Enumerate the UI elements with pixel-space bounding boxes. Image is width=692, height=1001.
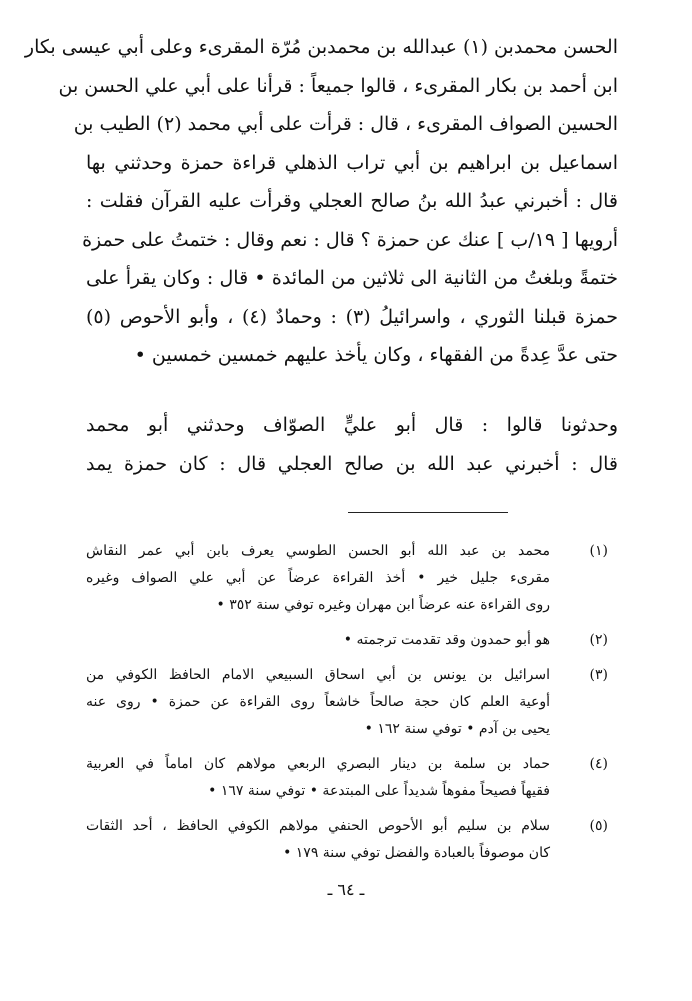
footnote-line: كان موصوفاً بالعبادة والفضل توفي سنة ١٧٩ • xyxy=(283,845,550,861)
text-line: اسماعيل بن ابراهيم بن أبي تراب الذهلي قراءة حمزة وحدثني بها xyxy=(86,151,618,174)
footnote-number: (٤) xyxy=(589,756,608,772)
footnote-number: (٢) xyxy=(589,632,608,648)
page-number: ـ ٦٤ ـ xyxy=(327,880,365,899)
footnote-line: أوعية العلم كان حجة صالحاً خاشعاً روى القراءة عن حمزة • روى عنه xyxy=(86,694,550,710)
text-line: قال : أخبرني عبد الله بن صالح العجلي قال : كان حمزة يمد xyxy=(86,452,618,475)
second-paragraph xyxy=(86,406,618,483)
text-line: حتى عدَّ عِدةً من الفقهاء ، وكان يأخذ عليهم خمسين خمسين • xyxy=(134,344,618,366)
text-line: ختمةً وبلغتُ من الثانية الى ثلاثين من المائدة • قال : وكان يقرأ على xyxy=(86,267,618,289)
footnote-divider xyxy=(348,512,508,513)
text-line: ابن أحمد بن بكار المقرىء ، قالوا جميعاً : قرأنا على أبي علي الحسن بن xyxy=(58,74,618,97)
footnotes xyxy=(86,538,608,875)
footnote-line: حماد بن سلمة بن دينار البصري الربعي مولاهم كان اماماً في العربية xyxy=(86,756,550,772)
footnote-4 xyxy=(86,751,608,805)
footnote-number: (٣) xyxy=(589,667,608,683)
footnote-line: محمد بن عبد الله أبو الحسن الطوسي يعرف بابن أبي عمر النقاش xyxy=(86,543,550,559)
footnote-line: سلام بن سليم أبو الأحوص الحنفي مولاهم الكوفي الحافظ ، أحد الثقات xyxy=(86,818,550,834)
text-line: وحدثونا قالوا : قال أبو عليٍّ الصوّاف وحدثني أبو محمد xyxy=(86,414,618,436)
footnote-line: يحيى بن آدم • توفي سنة ١٦٢ • xyxy=(364,721,550,737)
footnote-2 xyxy=(86,627,608,654)
footnote-number: (١) xyxy=(589,543,608,559)
footnote-5 xyxy=(86,813,608,867)
footnote-line: اسرائيل بن يونس بن أبي اسحاق السبيعي الامام الحافظ الكوفي من xyxy=(86,667,550,683)
footnote-3 xyxy=(86,662,608,743)
text-line: أرويها [ ١٩/ب ] عنك عن حمزة ؟ قال : نعم وقال : ختمتُ على حمزة xyxy=(82,228,618,251)
footnote-line: هو أبو حمدون وقد تقدمت ترجمته • xyxy=(343,632,550,648)
footnote-line: مقرىء جليل خير • أخذ القراءة عرضاً عن أبي علي الصواف وغيره xyxy=(86,570,550,586)
text-line: الحسين الصواف المقرىء ، قال : قرأت على أبي محمد (٢) الطيب بن xyxy=(73,113,618,135)
footnote-line: فقيهاً فصيحاً مفوهاً شديداً على المبتدعة • توفي سنة ١٦٧ • xyxy=(208,783,550,799)
text-line: قال : أخبرني عبدُ الله بنُ صالح العجلي وقرأت عليه القرآن فقلت : xyxy=(86,190,618,212)
text-line: الحسن محمدبن (١) عبدالله بن محمدبن مُرّة المقرىء وعلى أبي عيسى بكار xyxy=(24,36,618,58)
text-line: حمزة قبلنا الثوري ، واسرائيلُ (٣) : وحمادٌ (٤) ، وأبو الأحوص (٥) xyxy=(86,305,619,328)
footnote-number: (٥) xyxy=(589,818,608,834)
footnote-1 xyxy=(86,538,608,619)
main-text-block xyxy=(24,28,619,375)
footnote-line: روى القراءة عنه عرضاً ابن مهران وغيره توفي سنة ٣٥٢ • xyxy=(216,597,550,613)
